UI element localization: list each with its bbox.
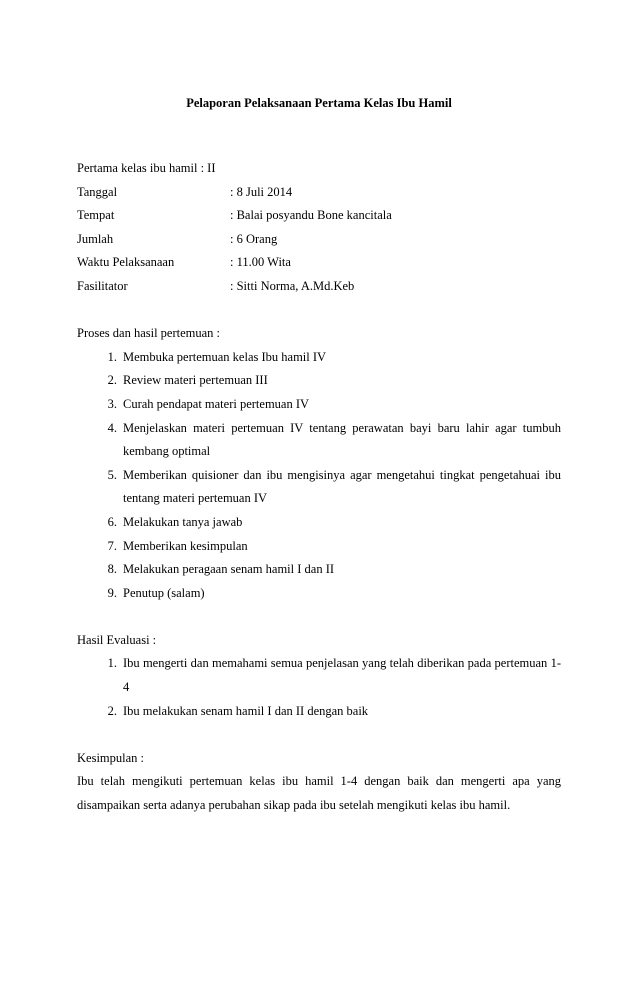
kesimpulan-heading: Kesimpulan : [77,750,145,765]
evaluasi-heading: Hasil Evaluasi : [77,632,157,647]
info-label: Tanggal [77,184,118,199]
info-row-jumlah [77,228,561,252]
list-item [77,652,561,699]
list-number: 4. [107,420,117,435]
list-number: 8. [107,562,117,577]
list-item-text: Membuka pertemuan kelas Ibu hamil IV [123,349,327,364]
list-item-text: Penutup (salam) [123,585,205,600]
list-item-text: Memberikan quisioner dan ibu mengisinya agar mengetahui tingkat pengetahuai ibu tentang materi pertemuan IV [123,467,561,506]
info-value: : 11.00 Wita [230,255,291,270]
info-value: : 8 Juli 2014 [230,184,293,199]
list-item-text: Menjelaskan materi pertemuan IV tentang perawatan bayi baru lahir agar tumbuh kembang optimal [123,420,561,459]
list-number: 7. [107,538,117,553]
list-item-text: Memberikan kesimpulan [123,538,248,553]
list-item [77,393,561,417]
list-number: 2. [107,373,117,388]
list-item [77,582,561,606]
kesimpulan-text: Ibu telah mengikuti pertemuan kelas ibu hamil 1-4 dengan baik dan mengerti apa yang disampaikan serta adanya perubahan sikap pada ibu setelah mengikuti kelas ibu hamil. [77,774,561,813]
list-item [77,346,561,370]
document-title: Pelaporan Pelaksanaan Pertama Kelas Ibu Hamil [186,96,452,110]
list-item [77,511,561,535]
info-row-tanggal [77,181,561,205]
list-number: 6. [107,514,117,529]
list-item-text: Melakukan peragaan senam hamil I dan II [123,562,335,577]
info-label: Jumlah [77,231,114,246]
list-item-text: Melakukan tanya jawab [123,514,243,529]
list-item [77,464,561,511]
proses-list [77,346,561,606]
evaluasi-list [77,652,561,723]
list-number: 5. [107,467,117,482]
list-item [77,558,561,582]
info-label: Fasilitator [77,278,128,293]
info-row-fasilitator [77,275,561,299]
list-item-text: Ibu mengerti dan memahami semua penjelasan yang telah diberikan pada pertemuan 1-4 [123,656,561,695]
list-number: 2. [107,703,117,718]
info-label: Tempat [77,208,115,223]
spacer [77,605,561,629]
spacer [77,723,561,747]
document-body [77,157,561,818]
list-item [77,535,561,559]
list-item [77,417,561,464]
list-item-text: Ibu melakukan senam hamil I dan II dengan baik [123,703,369,718]
info-row-tempat [77,204,561,228]
list-number: 3. [107,396,117,411]
intro-line: Pertama kelas ibu hamil : II [77,161,216,175]
info-value: : 6 Orang [230,231,278,246]
spacer [77,299,561,323]
list-item [77,700,561,724]
proses-heading: Proses dan hasil pertemuan : [77,326,221,341]
info-label: Waktu Pelaksanaan [77,255,175,270]
info-value: : Sitti Norma, A.Md.Keb [230,278,355,293]
list-number: 9. [107,585,117,600]
list-item [77,369,561,393]
info-value: : Balai posyandu Bone kancitala [230,208,392,223]
list-number: 1. [107,349,117,364]
info-row-waktu [77,251,561,275]
list-item-text: Review materi pertemuan III [123,373,268,388]
list-item-text: Curah pendapat materi pertemuan IV [123,396,310,411]
list-number: 1. [107,656,117,671]
